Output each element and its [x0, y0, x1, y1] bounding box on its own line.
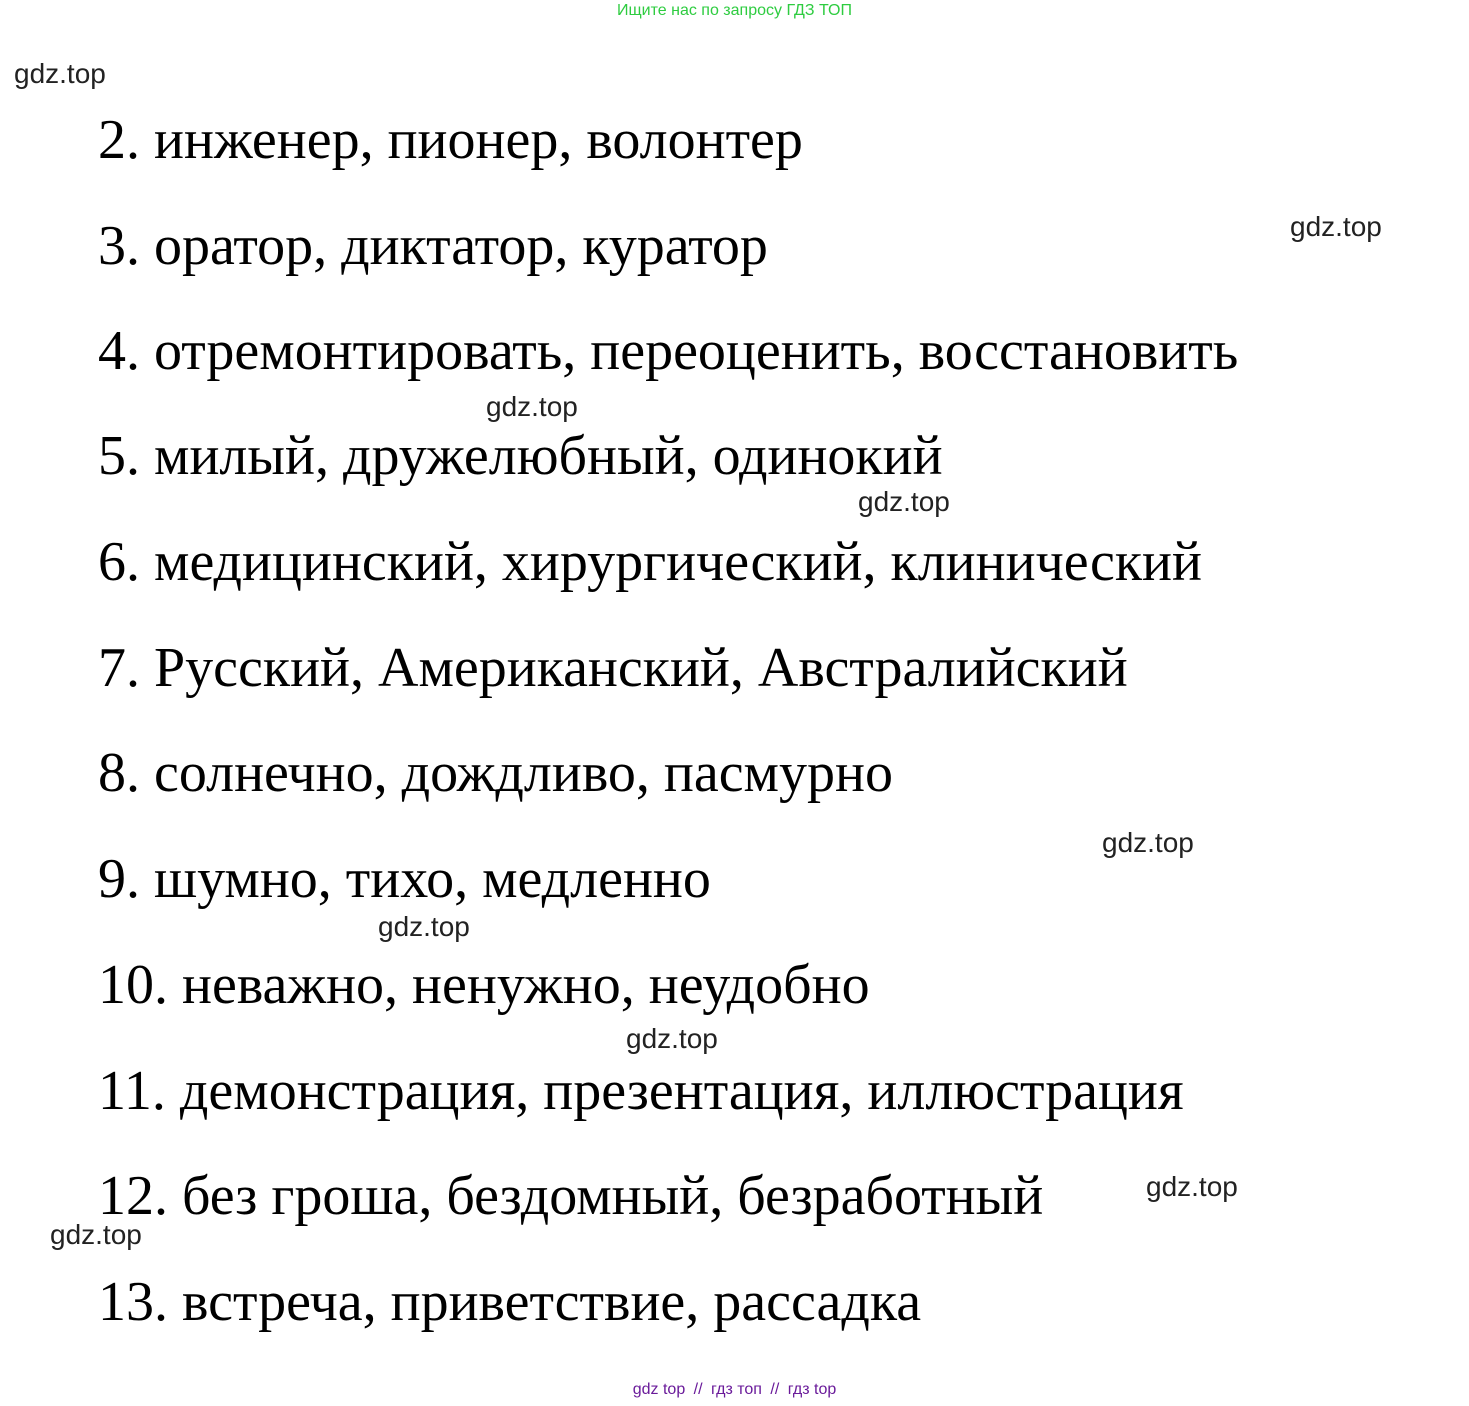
watermark: gdz.top — [1146, 1171, 1238, 1202]
watermark: gdz.top — [14, 58, 106, 89]
watermark: gdz.top — [1102, 827, 1194, 858]
footer-separator: // — [693, 1381, 703, 1398]
watermark: gdz.top — [858, 486, 950, 517]
top-banner: Ищите нас по запросу ГДЗ ТОП — [617, 2, 852, 19]
footer-link-gdz-top-ru[interactable]: гдз топ — [711, 1381, 762, 1398]
footer-separator: // — [770, 1381, 780, 1398]
answer-line-8: 8. солнечно, дождливо, пасмурно — [98, 742, 893, 804]
answer-line-11: 11. демонстрация, презентация, иллюстрация — [98, 1060, 1184, 1122]
answer-line-4: 4. отремонтировать, переоценить, восстановить — [98, 320, 1239, 382]
watermark: gdz.top — [50, 1219, 142, 1250]
bottom-footer — [0, 1380, 1469, 1400]
answer-line-3: 3. оратор, диктатор, куратор — [98, 215, 768, 277]
answer-line-12: 12. без гроша, бездомный, безработный — [98, 1165, 1044, 1227]
watermark: gdz.top — [1290, 211, 1382, 242]
watermark: gdz.top — [378, 911, 470, 942]
footer-link-gdz-top-mixed[interactable]: гдз top — [787, 1381, 837, 1398]
footer-link-gdz-top[interactable]: gdz top — [632, 1381, 686, 1398]
answer-line-7: 7. Русский, Американский, Австралийский — [98, 637, 1128, 699]
answer-line-2: 2. инженер, пионер, волонтер — [98, 109, 803, 171]
answer-line-5: 5. милый, дружелюбный, одинокий — [98, 425, 943, 487]
answer-line-9: 9. шумно, тихо, медленно — [98, 848, 711, 910]
watermark: gdz.top — [626, 1023, 718, 1054]
answer-line-10: 10. неважно, ненужно, неудобно — [98, 954, 870, 1016]
answer-line-6: 6. медицинский, хирургический, клинический — [98, 531, 1202, 593]
answer-line-13: 13. встреча, приветствие, рассадка — [98, 1271, 922, 1333]
watermark: gdz.top — [486, 391, 578, 422]
